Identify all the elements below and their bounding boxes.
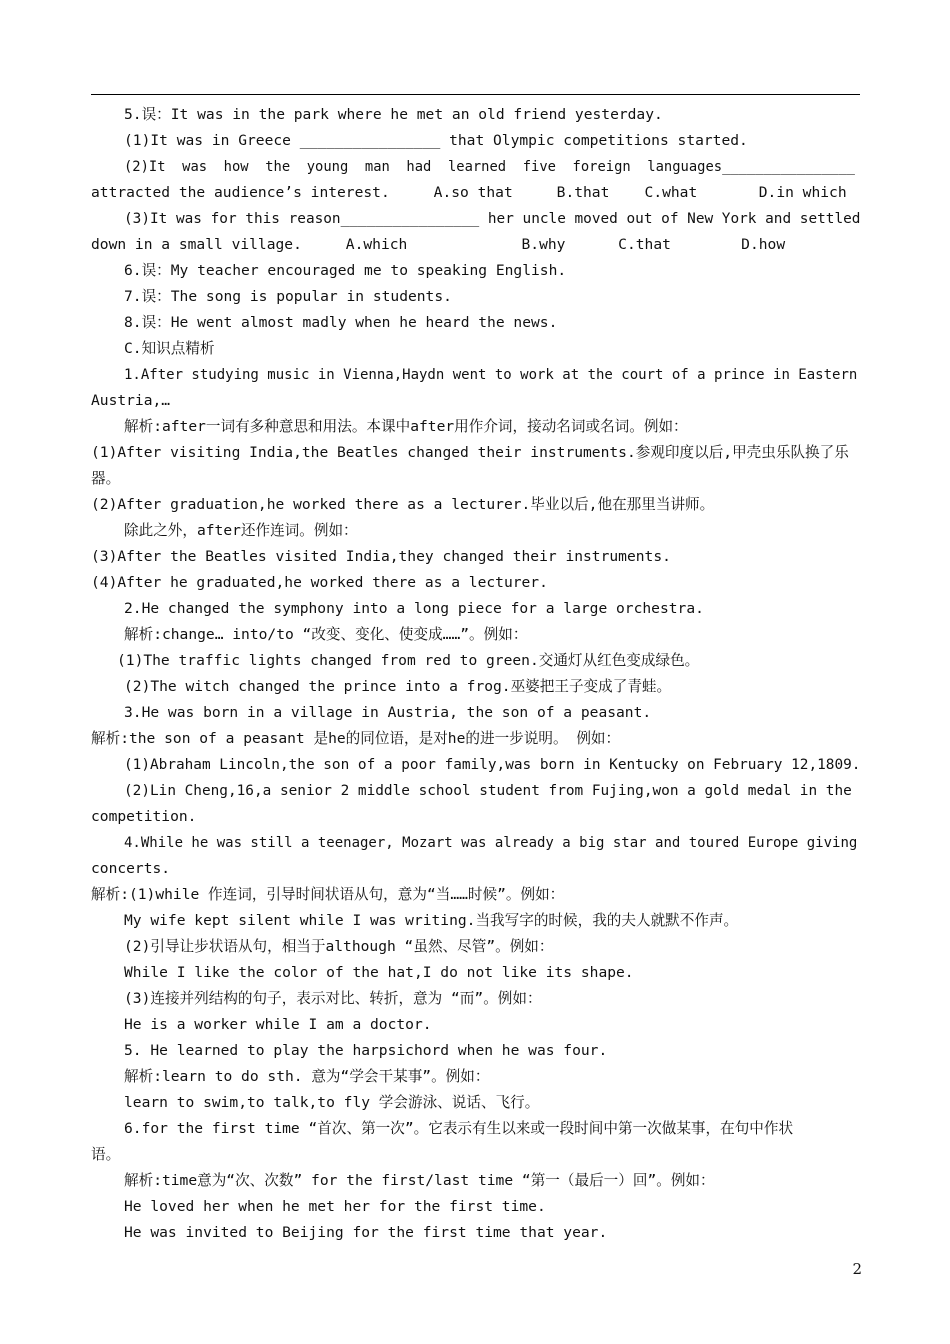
text-line: learn to swim,to talk,to fly 学会游泳、说话、飞行。 — [124, 1094, 540, 1111]
text-line: down in a small village. A.which B.why C.that D.how — [91, 236, 786, 253]
page-body — [91, 102, 860, 1246]
page-number: 2 — [852, 1260, 862, 1278]
text-line: 3.He was born in a village in Austria, the son of a peasant. — [124, 704, 652, 721]
text-line: (4)After he graduated,he worked there as a lecturer. — [91, 574, 548, 591]
text-line: Austria,… — [91, 392, 171, 409]
text-line: He loved her when he met her for the first time. — [124, 1198, 546, 1215]
text-line: He was invited to Beijing for the first time that year. — [124, 1224, 608, 1241]
text-line: (3)It was for this reason________________ her uncle moved out of New York and settled — [124, 211, 860, 227]
text-line: 解析:(1)while 作连词，引导时间状语从句，意为“当……时候”。例如： — [91, 886, 565, 903]
text-line: (1)After visiting India,the Beatles changed their instruments.参观印度以后,甲壳虫乐队换了乐 — [91, 444, 849, 461]
text-line: 4.While he was still a teenager, Mozart was already a big star and toured Europe giving — [124, 835, 858, 851]
header-rule — [91, 94, 860, 95]
text-line: 6.误：My teacher encouraged me to speaking English. — [124, 262, 567, 279]
text-line: concerts. — [91, 860, 171, 877]
text-line: My wife kept silent while I was writing.当我写字的时候，我的夫人就默不作声。 — [124, 912, 739, 929]
text-line: attracted the audience’s interest. A.so that B.that C.what D.in which — [91, 184, 847, 201]
text-line: 器。 — [91, 470, 121, 487]
text-line: 2.He changed the symphony into a long piece for a large orchestra. — [124, 600, 704, 617]
text-line: He is a worker while I am a doctor. — [124, 1016, 432, 1033]
text-line: 除此之外，after还作连词。例如： — [124, 522, 358, 539]
text-line: 8.误：He went almost madly when he heard the news. — [124, 314, 558, 331]
text-line: (2)引导让步状语从句，相当于although “虽然、尽管”。例如： — [124, 938, 554, 955]
text-line: 1.After studying music in Vienna,Haydn went to work at the court of a prince in Eastern — [124, 367, 858, 383]
text-line: 解析:after一词有多种意思和用法。本课中after用作介词，接动名词或名词。例如： — [124, 418, 688, 435]
text-line: 解析:time意为“次、次数” for the first/last time “第一（最后一）回”。例如： — [124, 1172, 715, 1189]
text-line: 解析:learn to do sth. 意为“学会干某事”。例如： — [124, 1068, 490, 1085]
text-line: (3)After the Beatles visited India,they changed their instruments. — [91, 548, 671, 565]
text-line: competition. — [91, 808, 197, 825]
text-line: 6.for the first time “首次、第一次”。它表示有生以来或一段时间中第一次做某事，在句中作状 — [124, 1120, 794, 1137]
text-line: 解析:the son of a peasant 是he的同位语，是对he的进一步说明。 例如： — [91, 730, 621, 747]
text-line: (2)After graduation,he worked there as a lecturer.毕业以后,他在那里当讲师。 — [91, 496, 715, 513]
text-line: (1)It was in Greece ________________ that Olympic competitions started. — [124, 132, 748, 149]
text-line: (1)The traffic lights changed from red to green.交通灯从红色变成绿色。 — [117, 652, 700, 669]
text-line: (2)The witch changed the prince into a frog.巫婆把王子变成了青蛙。 — [124, 678, 672, 695]
text-line: (2)It was how the young man had learned five foreign languages________________ — [124, 159, 855, 175]
text-line: While I like the color of the hat,I do not like its shape. — [124, 964, 634, 981]
text-line: (1)Abraham Lincoln,the son of a poor family,was born in Kentucky on February 12,1809. — [124, 757, 860, 773]
text-line: 5.误：It was in the park where he met an old friend yesterday. — [124, 106, 663, 123]
text-line: 语。 — [91, 1146, 121, 1163]
text-line: 5. He learned to play the harpsichord when he was four. — [124, 1042, 608, 1059]
section-heading: C.知识点精析 — [124, 340, 215, 357]
text-line: (3)连接并列结构的句子，表示对比、转折，意为 “而”。例如： — [124, 990, 542, 1007]
text-line: 解析:change… into/to “改变、变化、使变成……”。例如： — [124, 626, 528, 643]
text-line: 7.误：The song is popular in students. — [124, 288, 452, 305]
text-line: (2)Lin Cheng,16,a senior 2 middle school student from Fujing,won a gold medal in the — [124, 783, 852, 799]
